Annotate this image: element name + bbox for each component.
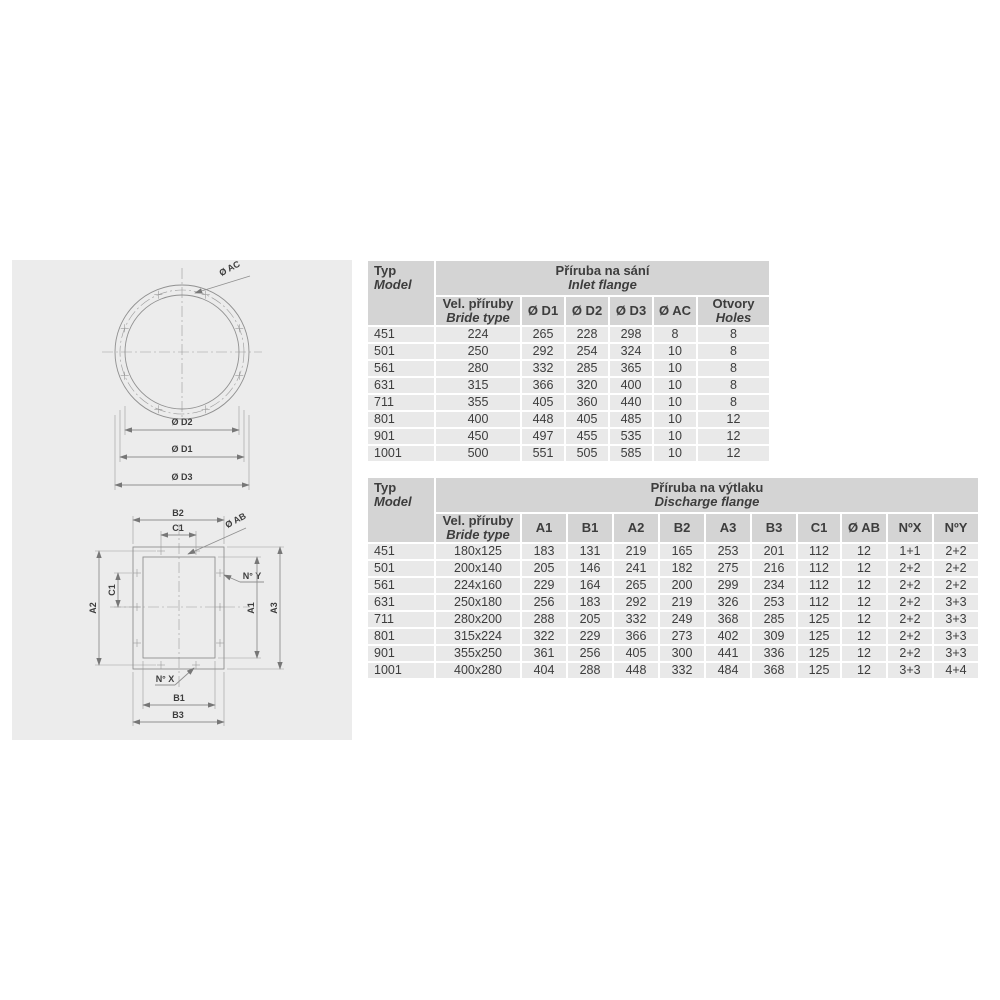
holes-en: Holes [715, 310, 752, 325]
dim-label-ab: Ø AB [223, 510, 248, 530]
typ-label: Typ [374, 263, 397, 278]
discharge-col-ab: Ø AB [842, 514, 886, 542]
bolt-holes [133, 547, 224, 669]
inlet-col-ac: Ø AC [654, 297, 696, 325]
table-cell: 450 [436, 429, 520, 444]
table-cell: 12 [842, 578, 886, 593]
table-cell: 285 [566, 361, 608, 376]
table-cell: 366 [522, 378, 564, 393]
table-cell: 448 [614, 663, 658, 678]
table-cell: 366 [614, 629, 658, 644]
model-label: Model [374, 277, 412, 292]
table-row [368, 446, 769, 461]
inlet-col-d2: Ø D2 [566, 297, 608, 325]
bride-type-en: Bride type [446, 310, 510, 325]
table-cell: 2+2 [888, 646, 932, 661]
dim-label-b3: B3 [172, 710, 184, 720]
discharge-flange-table [366, 476, 980, 680]
discharge-col-bride-type [436, 514, 520, 542]
table-cell: 300 [660, 646, 704, 661]
table-cell: 229 [522, 578, 566, 593]
dim-label-c1-top: C1 [172, 523, 184, 533]
typ-label: Typ [374, 480, 397, 495]
table-cell: 324 [610, 344, 652, 359]
table-cell: 234 [752, 578, 796, 593]
table-cell: 2+2 [934, 578, 978, 593]
table-cell: 801 [368, 629, 434, 644]
inlet-title-cs: Příruba na sání [555, 263, 650, 278]
table-cell: 2+2 [888, 595, 932, 610]
table-cell: 183 [568, 595, 612, 610]
table-cell: 404 [522, 663, 566, 678]
table-cell: 219 [614, 544, 658, 559]
inlet-typ-model-header [368, 261, 434, 325]
flange-drawings [12, 260, 352, 740]
discharge-col-a3: A3 [706, 514, 750, 542]
discharge-flange-drawing [88, 508, 284, 726]
table-cell: 901 [368, 646, 434, 661]
discharge-title-en: Discharge flange [654, 494, 760, 509]
table-cell: 253 [752, 595, 796, 610]
inlet-title-en: Inlet flange [568, 277, 637, 292]
table-cell: 1001 [368, 663, 434, 678]
table-cell: 332 [522, 361, 564, 376]
table-cell: 561 [368, 361, 434, 376]
table-cell: 125 [798, 612, 840, 627]
table-cell: 146 [568, 561, 612, 576]
dim-label-d1: Ø D1 [171, 444, 193, 454]
dim-label-a1: A1 [246, 602, 256, 614]
table-cell: 801 [368, 412, 434, 427]
table-cell: 1+1 [888, 544, 932, 559]
table-cell: 112 [798, 544, 840, 559]
table-cell: 12 [698, 446, 769, 461]
table-cell: 585 [610, 446, 652, 461]
discharge-col-c1: C1 [798, 514, 840, 542]
table-cell: 280x200 [436, 612, 520, 627]
table-cell: 216 [752, 561, 796, 576]
table-cell: 12 [698, 429, 769, 444]
discharge-col-nx: NºX [888, 514, 932, 542]
table-cell: 12 [698, 412, 769, 427]
dim-label-a2: A2 [88, 602, 98, 614]
table-row [368, 395, 769, 410]
table-cell: 451 [368, 544, 434, 559]
table-cell: 551 [522, 446, 564, 461]
table-row [368, 327, 769, 342]
dim-label-d2: Ø D2 [171, 417, 193, 427]
table-cell: 326 [706, 595, 750, 610]
table-cell: 205 [568, 612, 612, 627]
table-cell: 125 [798, 629, 840, 644]
table-cell: 505 [566, 446, 608, 461]
table-cell: 631 [368, 378, 434, 393]
table-cell: 2+2 [888, 612, 932, 627]
inlet-table-title [436, 261, 769, 295]
table-cell: 224 [436, 327, 520, 342]
table-cell: 200 [660, 578, 704, 593]
table-cell: 2+2 [934, 561, 978, 576]
table-cell: 3+3 [934, 629, 978, 644]
table-cell: 365 [610, 361, 652, 376]
table-cell: 285 [752, 612, 796, 627]
discharge-table-body [368, 544, 978, 678]
table-cell: 711 [368, 395, 434, 410]
table-cell: 228 [566, 327, 608, 342]
dim-label-b1: B1 [173, 693, 185, 703]
table-cell: 298 [610, 327, 652, 342]
table-cell: 164 [568, 578, 612, 593]
table-cell: 8 [698, 327, 769, 342]
table-cell: 224x160 [436, 578, 520, 593]
table-cell: 1001 [368, 446, 434, 461]
table-cell: 229 [568, 629, 612, 644]
table-row [368, 578, 978, 593]
table-cell: 205 [522, 561, 566, 576]
table-cell: 249 [660, 612, 704, 627]
table-cell: 10 [654, 429, 696, 444]
table-cell: 336 [752, 646, 796, 661]
table-cell: 2+2 [934, 544, 978, 559]
inlet-col-bride-type [436, 297, 520, 325]
discharge-typ-model-header [368, 478, 434, 542]
table-cell: 12 [842, 629, 886, 644]
table-cell: 253 [706, 544, 750, 559]
table-cell: 288 [522, 612, 566, 627]
table-cell: 12 [842, 663, 886, 678]
table-cell: 355 [436, 395, 520, 410]
table-cell: 112 [798, 561, 840, 576]
dim-label-nx: N° X [155, 674, 175, 684]
table-cell: 299 [706, 578, 750, 593]
table-cell: 112 [798, 578, 840, 593]
dim-label-c1-left: C1 [107, 584, 117, 596]
table-cell: 322 [522, 629, 566, 644]
table-cell: 8 [698, 344, 769, 359]
table-row [368, 595, 978, 610]
table-cell: 182 [660, 561, 704, 576]
table-cell: 711 [368, 612, 434, 627]
discharge-col-b2: B2 [660, 514, 704, 542]
inlet-flange-table [366, 259, 771, 463]
table-cell: 180x125 [436, 544, 520, 559]
table-cell: 561 [368, 578, 434, 593]
table-cell: 10 [654, 344, 696, 359]
table-cell: 10 [654, 361, 696, 376]
discharge-col-a2: A2 [614, 514, 658, 542]
table-cell: 332 [660, 663, 704, 678]
table-cell: 402 [706, 629, 750, 644]
drawing-panel [12, 260, 352, 740]
table-cell: 273 [660, 629, 704, 644]
table-cell: 368 [706, 612, 750, 627]
inlet-table-body [368, 327, 769, 461]
table-row [368, 663, 978, 678]
table-row [368, 629, 978, 644]
bride-type-cs: Vel. příruby [442, 513, 514, 528]
table-cell: 631 [368, 595, 434, 610]
dim-label-d3: Ø D3 [171, 472, 193, 482]
table-cell: 265 [614, 578, 658, 593]
table-cell: 448 [522, 412, 564, 427]
table-cell: 10 [654, 378, 696, 393]
table-cell: 497 [522, 429, 564, 444]
table-cell: 201 [752, 544, 796, 559]
table-cell: 125 [798, 646, 840, 661]
table-cell: 112 [798, 595, 840, 610]
table-cell: 256 [522, 595, 566, 610]
table-cell: 484 [706, 663, 750, 678]
table-cell: 10 [654, 446, 696, 461]
table-row [368, 344, 769, 359]
table-cell: 3+3 [888, 663, 932, 678]
table-cell: 405 [566, 412, 608, 427]
dim-label-ny: N° Y [242, 571, 262, 581]
table-cell: 12 [842, 646, 886, 661]
table-cell: 292 [522, 344, 564, 359]
table-cell: 535 [610, 429, 652, 444]
table-cell: 280 [436, 361, 520, 376]
table-cell: 10 [654, 412, 696, 427]
discharge-col-a1: A1 [522, 514, 566, 542]
table-cell: 501 [368, 561, 434, 576]
table-row [368, 561, 978, 576]
table-cell: 440 [610, 395, 652, 410]
table-row [368, 544, 978, 559]
table-cell: 400 [436, 412, 520, 427]
discharge-col-b3: B3 [752, 514, 796, 542]
inlet-col-d3: Ø D3 [610, 297, 652, 325]
table-cell: 12 [842, 544, 886, 559]
table-cell: 3+3 [934, 595, 978, 610]
table-cell: 241 [614, 561, 658, 576]
table-cell: 275 [706, 561, 750, 576]
dim-label-ac: Ø AC [217, 260, 242, 278]
table-row [368, 378, 769, 393]
table-cell: 441 [706, 646, 750, 661]
table-cell: 250x180 [436, 595, 520, 610]
inlet-flange-drawing [102, 260, 262, 490]
table-cell: 400 [610, 378, 652, 393]
table-cell: 2+2 [888, 629, 932, 644]
table-cell: 500 [436, 446, 520, 461]
table-cell: 265 [522, 327, 564, 342]
table-row [368, 361, 769, 376]
dim-label-a3: A3 [269, 602, 279, 614]
table-cell: 131 [568, 544, 612, 559]
table-cell: 165 [660, 544, 704, 559]
table-cell: 12 [842, 561, 886, 576]
table-cell: 8 [698, 395, 769, 410]
discharge-title-cs: Příruba na výtlaku [650, 480, 764, 495]
table-cell: 125 [798, 663, 840, 678]
bride-type-cs: Vel. příruby [442, 296, 514, 311]
table-cell: 256 [568, 646, 612, 661]
discharge-col-ny: NºY [934, 514, 978, 542]
table-cell: 254 [566, 344, 608, 359]
table-cell: 250 [436, 344, 520, 359]
table-cell: 288 [568, 663, 612, 678]
table-row [368, 429, 769, 444]
table-cell: 901 [368, 429, 434, 444]
table-cell: 315 [436, 378, 520, 393]
table-row [368, 612, 978, 627]
table-cell: 12 [842, 612, 886, 627]
table-cell: 292 [614, 595, 658, 610]
table-cell: 12 [842, 595, 886, 610]
table-cell: 3+3 [934, 612, 978, 627]
table-cell: 200x140 [436, 561, 520, 576]
inlet-col-holes [698, 297, 769, 325]
dim-label-b2: B2 [172, 508, 184, 518]
table-cell: 368 [752, 663, 796, 678]
table-cell: 400x280 [436, 663, 520, 678]
table-row [368, 412, 769, 427]
table-cell: 183 [522, 544, 566, 559]
table-cell: 485 [610, 412, 652, 427]
table-cell: 4+4 [934, 663, 978, 678]
table-cell: 501 [368, 344, 434, 359]
table-cell: 309 [752, 629, 796, 644]
table-cell: 355x250 [436, 646, 520, 661]
table-cell: 360 [566, 395, 608, 410]
table-cell: 361 [522, 646, 566, 661]
discharge-table-title [436, 478, 978, 512]
model-label: Model [374, 494, 412, 509]
table-cell: 10 [654, 395, 696, 410]
table-cell: 8 [654, 327, 696, 342]
table-cell: 405 [522, 395, 564, 410]
table-cell: 320 [566, 378, 608, 393]
table-cell: 332 [614, 612, 658, 627]
table-cell: 8 [698, 361, 769, 376]
discharge-col-b1: B1 [568, 514, 612, 542]
table-cell: 451 [368, 327, 434, 342]
table-cell: 219 [660, 595, 704, 610]
inlet-col-d1: Ø D1 [522, 297, 564, 325]
table-cell: 455 [566, 429, 608, 444]
holes-cs: Otvory [712, 296, 755, 311]
bride-type-en: Bride type [446, 527, 510, 542]
table-cell: 3+3 [934, 646, 978, 661]
table-cell: 405 [614, 646, 658, 661]
table-cell: 8 [698, 378, 769, 393]
table-cell: 2+2 [888, 561, 932, 576]
table-cell: 2+2 [888, 578, 932, 593]
table-cell: 315x224 [436, 629, 520, 644]
table-row [368, 646, 978, 661]
